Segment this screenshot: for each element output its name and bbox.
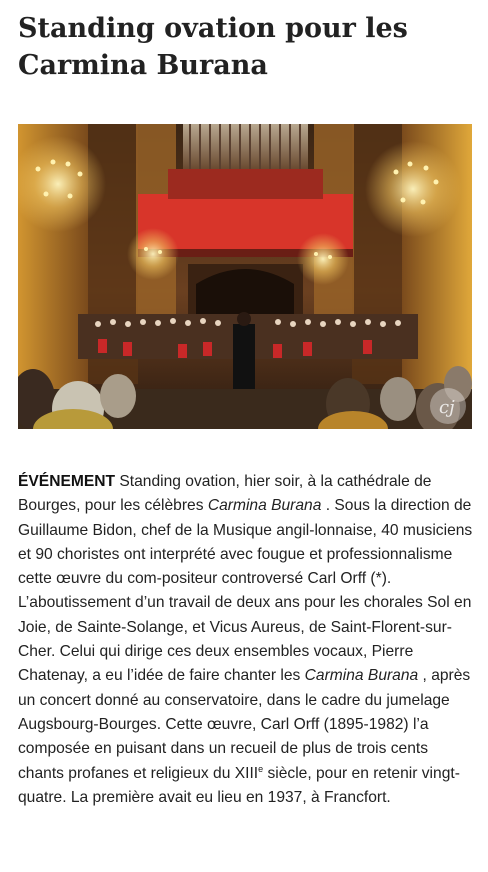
article-headline: Standing ovation pour les Carmina Burana	[18, 13, 408, 81]
article-text-4: siècle, pour en retenir vingt-quatre. La première avait eu lieu en 1937, à Francfort.	[18, 764, 460, 806]
article-body	[18, 470, 474, 810]
work-title-1: Carmina Burana	[207, 497, 322, 515]
concert-photo	[18, 124, 472, 429]
superscript-e: e	[258, 763, 264, 774]
article-text-2: . Sous la direction de Guillaume Bidon, chef de la Musique angil-lonnaise, 40 musiciens et 90 choristes ont interprété avec fougue et professionnalisme cette œuvre du com-positeur controversé Carl Orff (*). L’aboutissement d’un travail de deux ans pour les chorales Sol en Joie, de Sainte-Solange, et Vicus Aureus, de Saint-Florent-sur-Cher. Celui qui dirige ces deux ensembles vocaux, Pierre Chatenay, a eu l’idée de faire chanter les	[18, 497, 473, 685]
article-text-3: , après un concert donné au conservatoire, dans le cadre du jumelage Augsbourg-Bourges. Cette œuvre, Carl Orff (1895-1982) l’a composée en puisant dans un recueil de plus de trois cents chants profanes et religieux du XIII	[18, 667, 471, 782]
work-title-2: Carmina Burana	[304, 667, 419, 685]
photo-watermark: cj	[439, 397, 455, 418]
article-kicker: ÉVÉNEMENT	[18, 473, 116, 490]
article-text-1: Standing ovation, hier soir, à la cathédrale de Bourges, pour les célèbres	[18, 473, 432, 515]
